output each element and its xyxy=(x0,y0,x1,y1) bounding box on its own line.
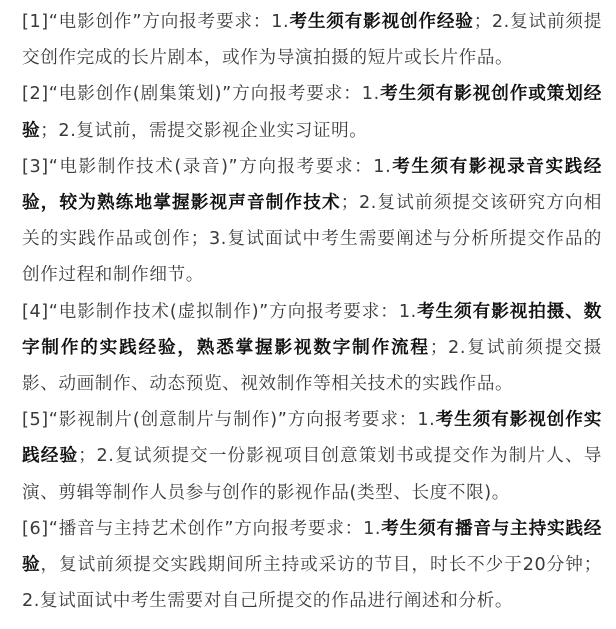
requirement-emphasis: 考生须有影视创作实践经验 xyxy=(22,410,602,467)
requirement-paragraph-1 xyxy=(22,4,602,76)
requirement-details: ，复试前须提交实践期间所主持或采访的节目，时长不少于20分钟；2.复试面试中考生需要对自己所提交的作品进行阐述和分析。 xyxy=(22,555,602,612)
requirement-paragraph-3 xyxy=(22,149,602,294)
requirement-paragraph-2 xyxy=(22,76,602,148)
requirement-paragraph-5 xyxy=(22,402,602,511)
requirement-paragraph-6 xyxy=(22,511,602,620)
requirement-details: ；2.复试前，需提交影视企业实习证明。 xyxy=(40,120,368,141)
requirement-emphasis: 考生须有播音与主持实践经验 xyxy=(22,518,602,576)
requirement-emphasis: 考生须有影视拍摄、数字制作的实践经验，熟悉掌握影视数字制作流程 xyxy=(22,301,602,358)
requirement-intro: [2]“电影创作(剧集策划)”方向报考要求：1. xyxy=(22,84,380,105)
requirement-paragraph-4 xyxy=(22,294,602,403)
requirement-intro: [4]“电影制作技术(虚拟制作)”方向报考要求：1. xyxy=(22,301,417,322)
requirement-emphasis: 考生须有影视创作或策划经验 xyxy=(22,84,602,141)
requirement-intro: [1]“电影创作”方向报考要求：1. xyxy=(22,12,290,32)
requirement-intro: [5]“影视制片(创意制片与制作)”方向报考要求：1. xyxy=(22,410,436,431)
requirement-intro: [3]“电影制作技术(录音)”方向报考要求：1. xyxy=(22,156,392,177)
requirement-intro: [6]“播音与主持艺术创作”方向报考要求：1. xyxy=(22,518,382,539)
requirement-emphasis: 考生须有影视录音实践经验，较为熟练地掌握影视声音制作技术 xyxy=(22,156,602,214)
requirement-details: ；2.复试前须提交该研究方向相关的实践作品或创作；3.复试面试中考生需要阐述与分析所提交作品的创作过程和制作细节。 xyxy=(22,193,603,286)
requirement-details: ；2.复试前须提交摄影、动画制作、动态预览、视效制作等相关技术的实践作品。 xyxy=(22,337,602,395)
requirement-details: ；2.复试须提交一份影视项目创意策划书或提交作为制片人、导演、剪辑等制作人员参与创作的影视作品(类型、长度不限)。 xyxy=(22,446,602,503)
requirement-details: ；2.复试前须提交创作完成的长片剧本，或作为导演拍摄的短片或长片作品。 xyxy=(22,12,602,69)
requirement-emphasis: 考生须有影视创作经验 xyxy=(289,12,474,32)
